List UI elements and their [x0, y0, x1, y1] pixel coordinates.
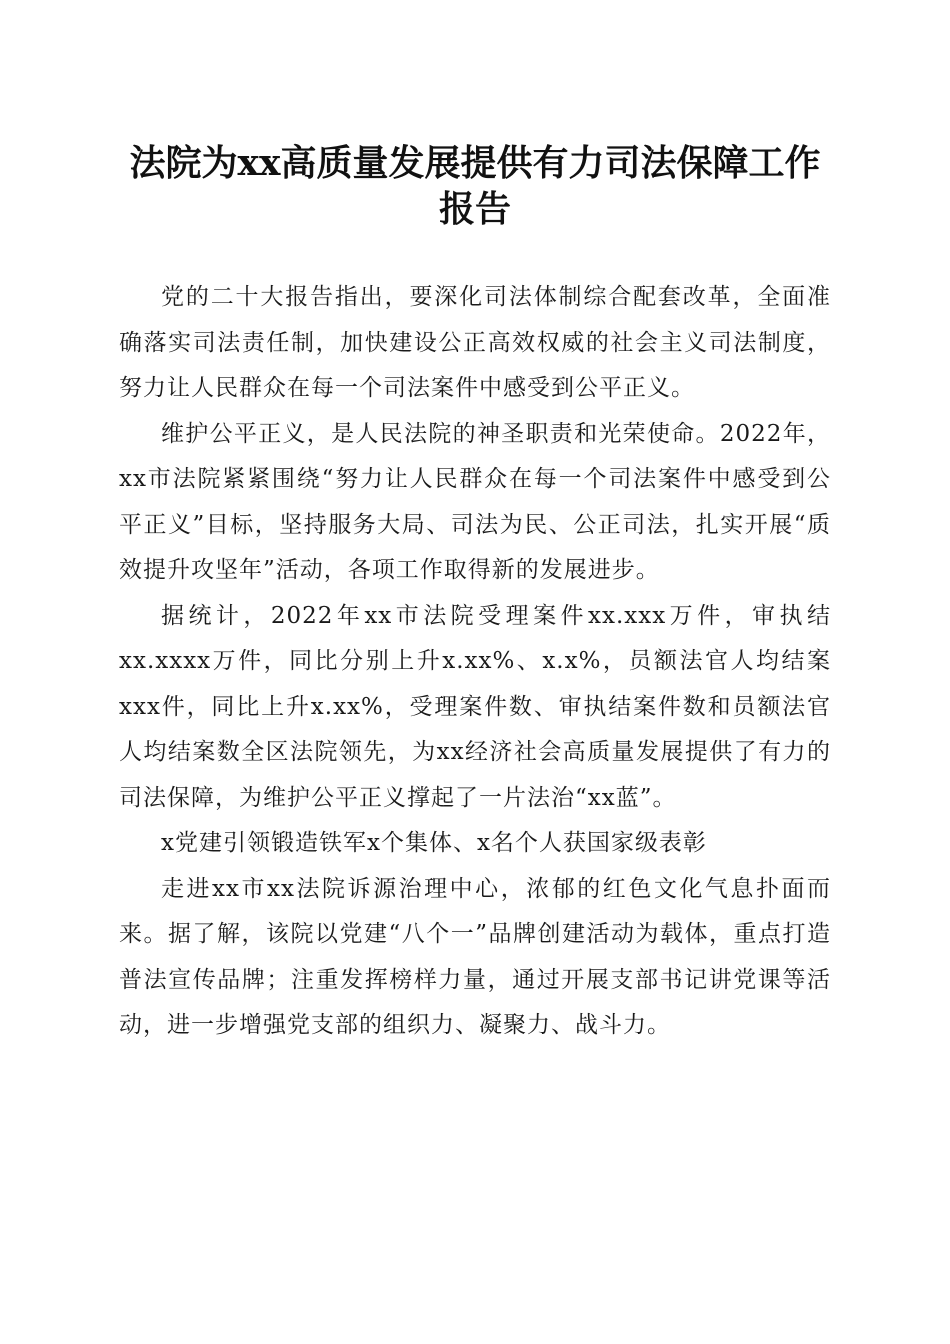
title-line-1: 法院为xx高质量发展提供有力司法保障工作 [129, 142, 821, 184]
section-heading: x党建引领锻造铁军x个集体、x名个人获国家级表彰 [161, 830, 707, 856]
document-body [119, 275, 831, 1049]
paragraph: 党的二十大报告指出，要深化司法体制综合配套改革，全面准确落实司法责任制，加快建设公正高效权威的社会主义司法制度，努力让人民群众在每一个司法案件中感受到公平正义。 [119, 284, 831, 401]
document-title [100, 140, 850, 232]
title-line-2: 报告 [438, 188, 511, 230]
paragraph: 据统计，2022年xx市法院受理案件xx.xxx万件，审执结xx.xxxx万件，同比分别上升x.xx%、x.x%，员额法官人均结案xxx件，同比上升x.xx%，受理案件数、审执结案件数和员额法官人均结案数全区法院领先，为xx经济社会高质量发展提供了有力的司法保障，为维护公平正义撑起了一片法治“xx蓝”。 [119, 602, 831, 811]
paragraph: 维护公平正义，是人民法院的神圣职责和光荣使命。2022年，xx市法院紧紧围绕“努力让人民群众在每一个司法案件中感受到公平正义”目标，坚持服务大局、司法为民、公正司法，扎实开展“质效提升攻坚年”活动，各项工作取得新的发展进步。 [119, 420, 831, 583]
paragraph: 走进xx市xx法院诉源治理中心，浓郁的红色文化气息扑面而来。据了解，该院以党建“八个一”品牌创建活动为载体，重点打造普法宣传品牌；注重发挥榜样力量，通过开展支部书记讲党课等活动，进一步增强党支部的组织力、凝聚力、战斗力。 [119, 875, 831, 1038]
